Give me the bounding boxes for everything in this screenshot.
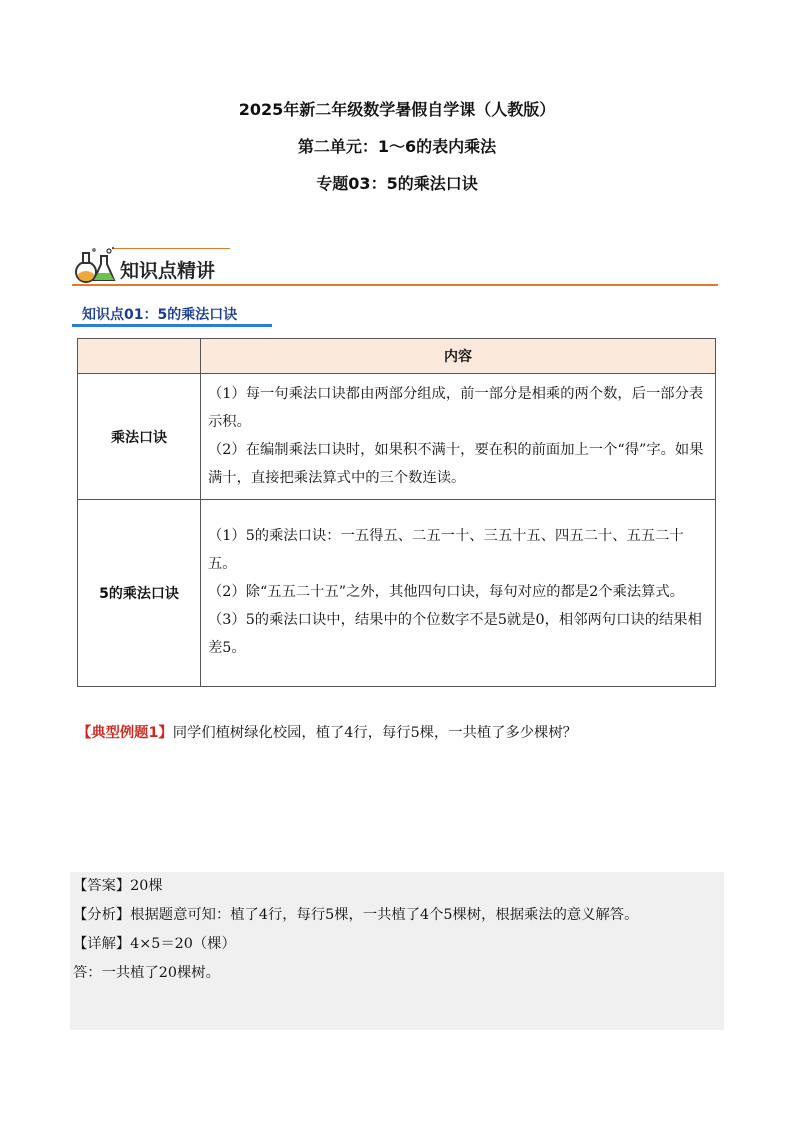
section-header: [72, 240, 718, 286]
flask-icon: [74, 246, 116, 284]
section-top-line: [112, 248, 230, 249]
example-question: [77, 722, 717, 744]
table-header-row: [78, 339, 716, 374]
row-content: [201, 500, 716, 687]
analysis-line: 【分析】根据题意可知：植了4行，每行5棵，一共植了4个5棵树，根据乘法的意义解答。: [73, 907, 639, 923]
content-line: （1）5的乘法口诀：一五得五、二五一十、三五十五、四五二十、五五二十五。: [208, 528, 684, 572]
final-answer-line: 答：一共植了20棵树。: [73, 965, 220, 981]
row-head: 乘法口诀: [78, 374, 201, 500]
example-tag: 【典型例题1】: [77, 725, 173, 741]
content-line: （2）在编制乘法口诀时，如果积不满十，要在积的前面加上一个“得”字。如果满十，直接把乘法算式中的三个数连读。: [208, 441, 704, 486]
table-row: [78, 500, 716, 687]
knowledge-point-header: [72, 304, 272, 328]
unit-title: 第二单元：1～6的表内乘法: [297, 137, 497, 156]
example-text: 同学们植树绿化校园，植了4行，每行5棵，一共植了多少棵树？: [172, 725, 577, 741]
detail-line: 【详解】4×5＝20（棵）: [73, 936, 236, 952]
content-line: （1）每一句乘法口诀都由两部分组成，前一部分是相乘的两个数，后一部分表示积。: [208, 385, 704, 430]
section-underline: [72, 284, 718, 286]
row-content: [201, 374, 716, 500]
answer-box: [70, 872, 724, 1030]
table-header-cell: [78, 339, 201, 374]
knowledge-table: [77, 338, 716, 687]
answer-line: 【答案】20棵: [73, 878, 163, 894]
row-head: 5的乘法口诀: [78, 500, 201, 687]
table-header-content: 内容: [201, 339, 716, 374]
content-line: （3）5的乘法口诀中，结果中的个位数字不是5就是0，相邻两句口诀的结果相差5。: [208, 612, 702, 656]
section-label: 知识点精讲: [120, 260, 216, 282]
table-row: [78, 374, 716, 500]
topic-title: 专题03：5的乘法口诀: [316, 174, 478, 193]
content-line: （2）除“五五二十五”之外，其他四句口诀，每句对应的都是2个乘法算式。: [208, 584, 685, 600]
knowledge-point-title: 知识点01：5的乘法口诀: [82, 307, 238, 323]
knowledge-point-bar: [72, 324, 272, 327]
doc-title: 2025年新二年级数学暑假自学课（人教版）: [238, 100, 556, 119]
